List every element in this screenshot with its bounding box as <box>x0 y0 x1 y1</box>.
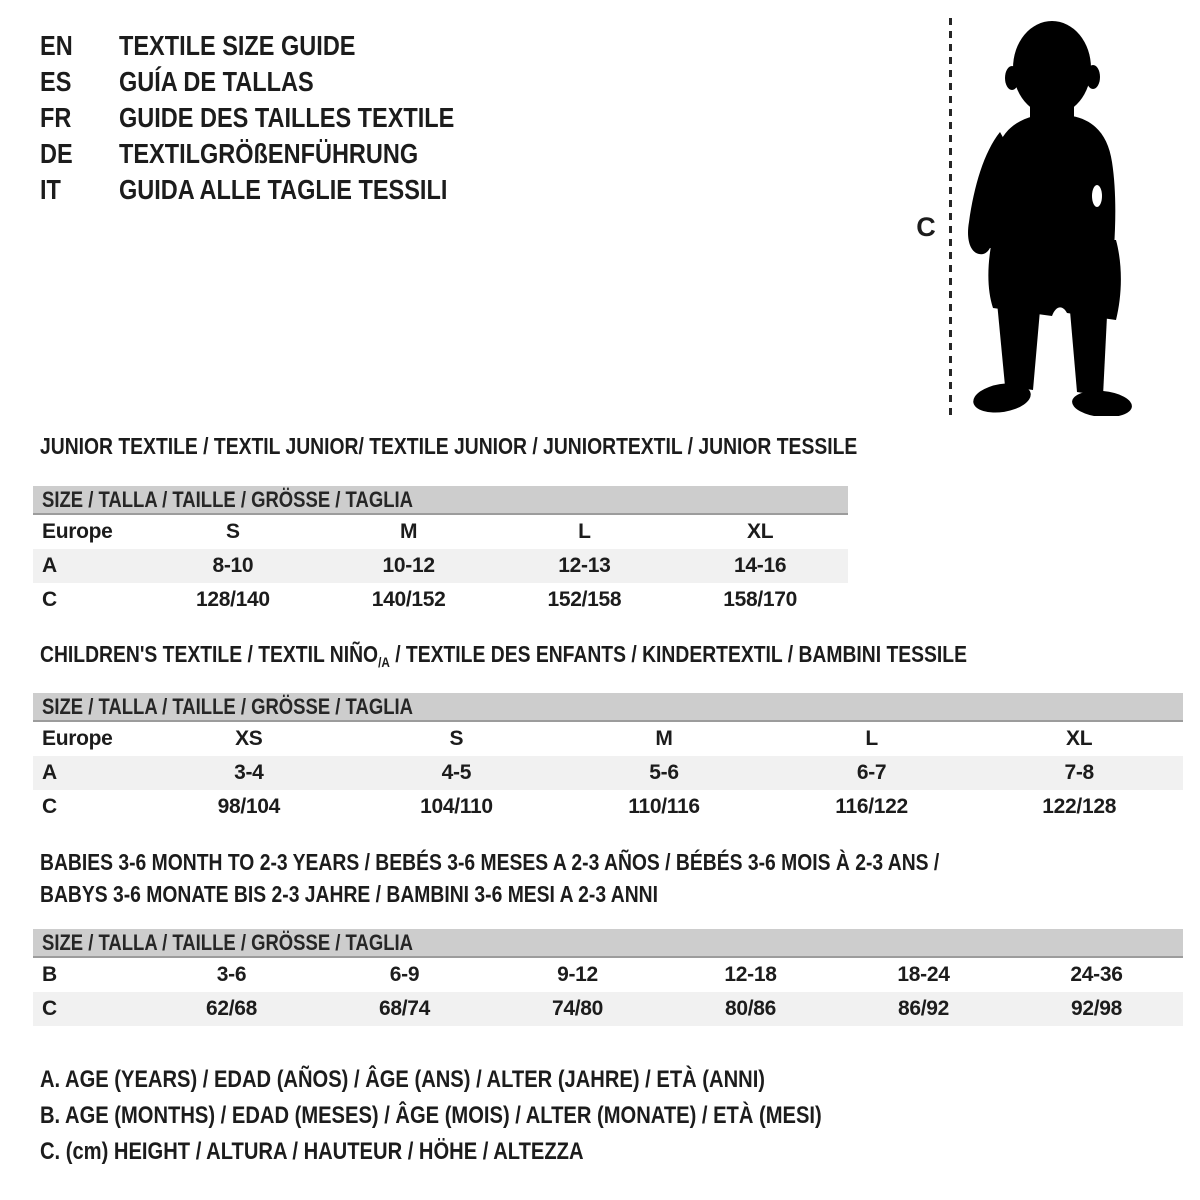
table-row <box>33 583 848 617</box>
row-label: C <box>42 795 57 818</box>
size-cell: XL <box>1066 727 1093 750</box>
height-cell: 116/122 <box>835 795 908 818</box>
row-label: Europe <box>42 727 113 750</box>
language-title-list <box>40 28 533 208</box>
table-row <box>33 549 848 583</box>
lang-code: DE <box>40 138 73 169</box>
guide-title: GUIDA ALLE TAGLIE TESSILI <box>118 174 448 205</box>
size-cell: M <box>655 727 673 750</box>
height-cell: 98/104 <box>217 795 281 818</box>
height-cell: 62/68 <box>205 997 258 1020</box>
guide-title: TEXTILE SIZE GUIDE <box>118 30 356 61</box>
children-size-table <box>33 693 1183 824</box>
measure-legend <box>40 1062 971 1170</box>
lang-code: FR <box>40 102 72 133</box>
size-cell: L <box>578 520 591 543</box>
row-label: B <box>42 963 57 986</box>
babies-title-line2: BABYS 3-6 MONATE BIS 2-3 JAHRE / BAMBINI 3-6 MESI A 2-3 ANNI <box>40 881 658 907</box>
age-cell: 7-8 <box>1064 761 1094 784</box>
height-measure-label: C <box>916 212 936 242</box>
height-cell: 122/128 <box>1042 795 1117 818</box>
height-cell: 68/74 <box>378 997 431 1020</box>
size-header-label: SIZE / TALLA / TAILLE / GRÖSSE / TAGLIA <box>42 487 413 512</box>
children-title-subscript: /A <box>378 654 390 670</box>
row-label: A <box>42 761 57 784</box>
row-label: C <box>42 588 57 611</box>
size-header-bar <box>33 486 848 515</box>
size-header-bar <box>33 693 1183 722</box>
age-cell: 14-16 <box>734 554 787 577</box>
size-cell: XL <box>747 520 774 543</box>
age-cell: 4-5 <box>441 761 472 784</box>
lang-row-fr <box>40 100 454 136</box>
size-cell: S <box>449 727 464 750</box>
size-cell: S <box>226 520 240 543</box>
guide-title: GUIDE DES TAILLES TEXTILE <box>118 102 455 133</box>
babies-section-title <box>40 846 939 910</box>
table-row <box>33 515 848 549</box>
table-row <box>33 722 1183 756</box>
age-cell: 9-12 <box>557 963 598 986</box>
junior-section-title: JUNIOR TEXTILE / TEXTIL JUNIOR/ TEXTILE JUNIOR / JUNIORTEXTIL / JUNIOR TESSILE <box>40 433 858 459</box>
babies-title-line1: BABIES 3-6 MONTH TO 2-3 YEARS / BEBÉS 3-6 MESES A 2-3 AÑOS / BÉBÉS 3-6 MOIS À 2-3 ANS / <box>40 849 940 875</box>
height-cell: 74/80 <box>551 997 604 1020</box>
junior-size-table <box>33 486 848 617</box>
lang-code: IT <box>40 174 61 205</box>
size-cell: M <box>400 520 418 543</box>
lang-row-it <box>40 172 454 208</box>
lang-row-en <box>40 28 454 64</box>
legend-line-c: C. (cm) HEIGHT / ALTURA / HAUTEUR / HÖHE / ALTEZZA <box>40 1138 584 1165</box>
guide-title: TEXTILGRÖßENFÜHRUNG <box>118 138 419 169</box>
babies-size-table <box>33 929 1183 1026</box>
table-row <box>33 756 1183 790</box>
children-section-title <box>40 639 967 677</box>
size-cell: XS <box>235 727 263 750</box>
row-label: C <box>42 997 57 1020</box>
lang-row-es <box>40 64 454 100</box>
age-cell: 3-6 <box>216 963 247 986</box>
children-title-prefix: CHILDREN'S TEXTILE / TEXTIL NIÑO <box>40 641 379 667</box>
legend-line-a: A. AGE (YEARS) / EDAD (AÑOS) / ÂGE (ANS) / ALTER (JAHRE) / ETÀ (ANNI) <box>40 1066 766 1093</box>
table-row <box>33 992 1183 1026</box>
size-header-bar <box>33 929 1183 958</box>
height-cell: 104/110 <box>420 795 493 818</box>
height-cell: 92/98 <box>1070 997 1123 1020</box>
height-cell: 158/170 <box>723 588 798 611</box>
age-cell: 3-4 <box>234 761 264 784</box>
size-header-label: SIZE / TALLA / TAILLE / GRÖSSE / TAGLIA <box>42 694 413 719</box>
lang-code: ES <box>40 66 72 97</box>
height-cell: 80/86 <box>724 997 777 1020</box>
toddler-silhouette-image <box>966 16 1138 416</box>
row-label: A <box>42 554 57 577</box>
age-cell: 6-7 <box>856 761 887 784</box>
height-cell: 128/140 <box>195 588 270 611</box>
height-cell: 152/158 <box>547 588 622 611</box>
table-row <box>33 958 1183 992</box>
height-cell: 140/152 <box>371 588 446 611</box>
age-cell: 8-10 <box>212 554 254 577</box>
size-cell: L <box>865 727 878 750</box>
age-cell: 18-24 <box>897 963 950 986</box>
legend-line-b: B. AGE (MONTHS) / EDAD (MESES) / ÂGE (MOIS) / ALTER (MONATE) / ETÀ (MESI) <box>40 1102 822 1129</box>
age-cell: 12-18 <box>724 963 777 986</box>
age-cell: 10-12 <box>382 554 435 577</box>
lang-row-de <box>40 136 454 172</box>
children-title-suffix: / TEXTILE DES ENFANTS / KINDERTEXTIL / BAMBINI TESSILE <box>389 641 967 667</box>
height-measure-dashed-line <box>949 18 952 415</box>
row-label: Europe <box>42 520 113 543</box>
guide-title: GUÍA DE TALLAS <box>118 66 314 97</box>
lang-code: EN <box>40 30 73 61</box>
age-cell: 24-36 <box>1070 963 1123 986</box>
age-cell: 5-6 <box>649 761 679 784</box>
age-cell: 6-9 <box>389 963 420 986</box>
table-row <box>33 790 1183 824</box>
height-cell: 110/116 <box>628 795 700 818</box>
size-header-label: SIZE / TALLA / TAILLE / GRÖSSE / TAGLIA <box>42 930 413 955</box>
height-cell: 86/92 <box>897 997 950 1020</box>
age-cell: 12-13 <box>558 554 611 577</box>
